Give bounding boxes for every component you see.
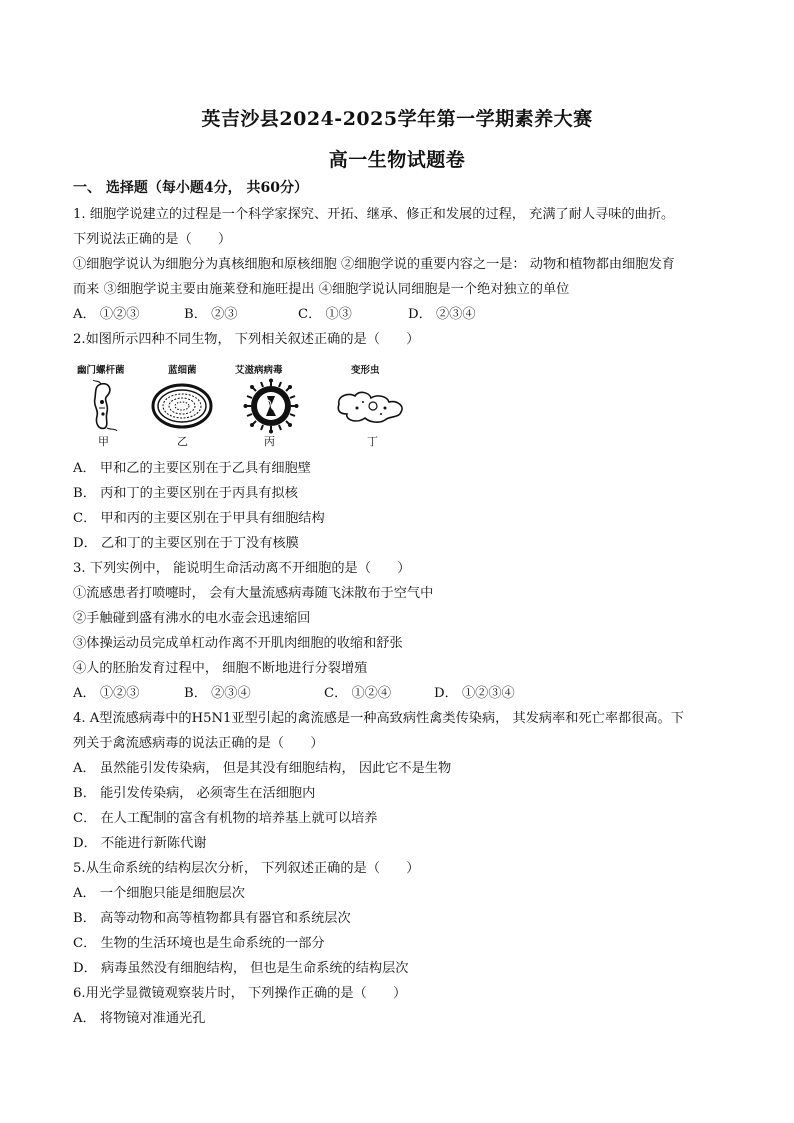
figure-label-bing: 丙: [264, 435, 275, 448]
q3-option-c[interactable]: C． ①②④: [324, 686, 392, 701]
q4-option-d[interactable]: D． 不能进行新陈代谢: [73, 836, 207, 851]
q2-option-b[interactable]: B． 丙和丁的主要区别在于丙具有拟核: [73, 486, 298, 501]
hiv-drawing: [243, 378, 299, 434]
q4-stem-line-2: 列关于禽流感病毒的说法正确的是（ ）: [73, 736, 324, 751]
section-heading: 一、 选择题（每小题4分， 共60分）: [73, 180, 308, 196]
amoeba-drawing: [335, 388, 407, 426]
helicobacter-drawing: [87, 380, 121, 432]
q5-option-c[interactable]: C． 生物的生活环境也是生命系统的一部分: [73, 936, 325, 951]
q6-option-a[interactable]: A． 将物镜对准通光孔: [73, 1011, 206, 1026]
q2-option-c[interactable]: C． 甲和丙的主要区别在于甲具有细胞结构: [73, 511, 325, 526]
q3-item-1: ①流感患者打喷嚏时， 会有大量流感病毒随飞沫散布于空气中: [73, 586, 434, 601]
figure-label-ding: 丁: [367, 435, 378, 448]
q1-option-b[interactable]: B． ②③: [184, 307, 238, 322]
q1-option-d[interactable]: D． ②③④: [408, 307, 476, 322]
q1-option-c[interactable]: C． ①③: [298, 307, 352, 322]
q2-option-a[interactable]: A． 甲和乙的主要区别在于乙具有细胞壁: [73, 461, 311, 476]
q2-figure: [73, 358, 413, 450]
q1-option-a[interactable]: A． ①②③: [73, 307, 140, 322]
q3-stem: 3. 下列实例中， 能说明生命活动离不开细胞的是（ ）: [73, 561, 411, 576]
figure-label-jia: 甲: [98, 435, 109, 448]
q6-stem: 6.用光学显微镜观察装片时， 下列操作正确的是（ ）: [73, 986, 407, 1001]
q3-option-b[interactable]: B． ②③④: [184, 686, 251, 701]
q2-option-d[interactable]: D． 乙和丁的主要区别在于丁没有核膜: [73, 536, 299, 551]
q5-option-d[interactable]: D． 病毒虽然没有细胞结构， 但也是生命系统的结构层次: [73, 961, 409, 976]
figure-caption-helicobacter: 幽门螺杆菌: [77, 365, 125, 376]
exam-title: 英吉沙县2024-2025学年第一学期素养大赛: [201, 108, 593, 130]
figure-caption-hiv: 艾滋病病毒: [235, 365, 283, 376]
figure-caption-cyanobacteria: 蓝细菌: [168, 365, 197, 376]
q1-stem-line-4: 而来 ③细胞学说主要由施莱登和施旺提出 ④细胞学说认同细胞是一个绝对独立的单位: [73, 282, 570, 297]
q3-item-4: ④人的胚胎发育过程中， 细胞不断地进行分裂增殖: [73, 661, 368, 676]
q1-stem-line-1: 1. 细胞学说建立的过程是一个科学家探究、开拓、继承、修正和发展的过程， 充满了耐人寻味的曲折。: [73, 207, 675, 222]
q3-item-2: ②手触碰到盛有沸水的电水壶会迅速缩回: [73, 611, 311, 626]
q3-option-a[interactable]: A． ①②③: [73, 686, 140, 701]
figure-label-yi: 乙: [177, 435, 188, 448]
q5-option-b[interactable]: B． 高等动物和高等植物都具有器官和系统层次: [73, 911, 351, 926]
q5-option-a[interactable]: A． 一个细胞只能是细胞层次: [73, 886, 245, 901]
q3-item-3: ③体操运动员完成单杠动作离不开肌肉细胞的收缩和舒张: [73, 636, 403, 651]
q1-stem-line-3: ①细胞学说认为细胞分为真核细胞和原核细胞 ②细胞学说的重要内容之一是： 动物和植物都由细胞发育: [73, 257, 675, 272]
q3-option-d[interactable]: D． ①②③④: [434, 686, 515, 701]
q4-option-b[interactable]: B． 能引发传染病， 必须寄生在活细胞内: [73, 786, 316, 801]
q4-stem-line-1: 4. A型流感病毒中的H5N1亚型引起的禽流感是一种高致病性禽类传染病， 其发病率和死亡率都很高。下: [73, 711, 684, 726]
q5-stem: 5.从生命系统的结构层次分析， 下列叙述正确的是（ ）: [73, 861, 420, 876]
q4-option-c[interactable]: C． 在人工配制的富含有机物的培养基上就可以培养: [73, 811, 378, 826]
q1-stem-line-2: 下列说法正确的是（ ）: [73, 232, 232, 247]
q2-stem: 2.如图所示四种不同生物， 下列相关叙述正确的是（ ）: [73, 332, 420, 347]
exam-subtitle: 高一生物试题卷: [328, 149, 466, 171]
figure-caption-amoeba: 变形虫: [351, 365, 380, 376]
cyanobacteria-drawing: [151, 382, 213, 430]
q4-option-a[interactable]: A． 虽然能引发传染病， 但是其没有细胞结构， 因此它不是生物: [73, 761, 452, 776]
